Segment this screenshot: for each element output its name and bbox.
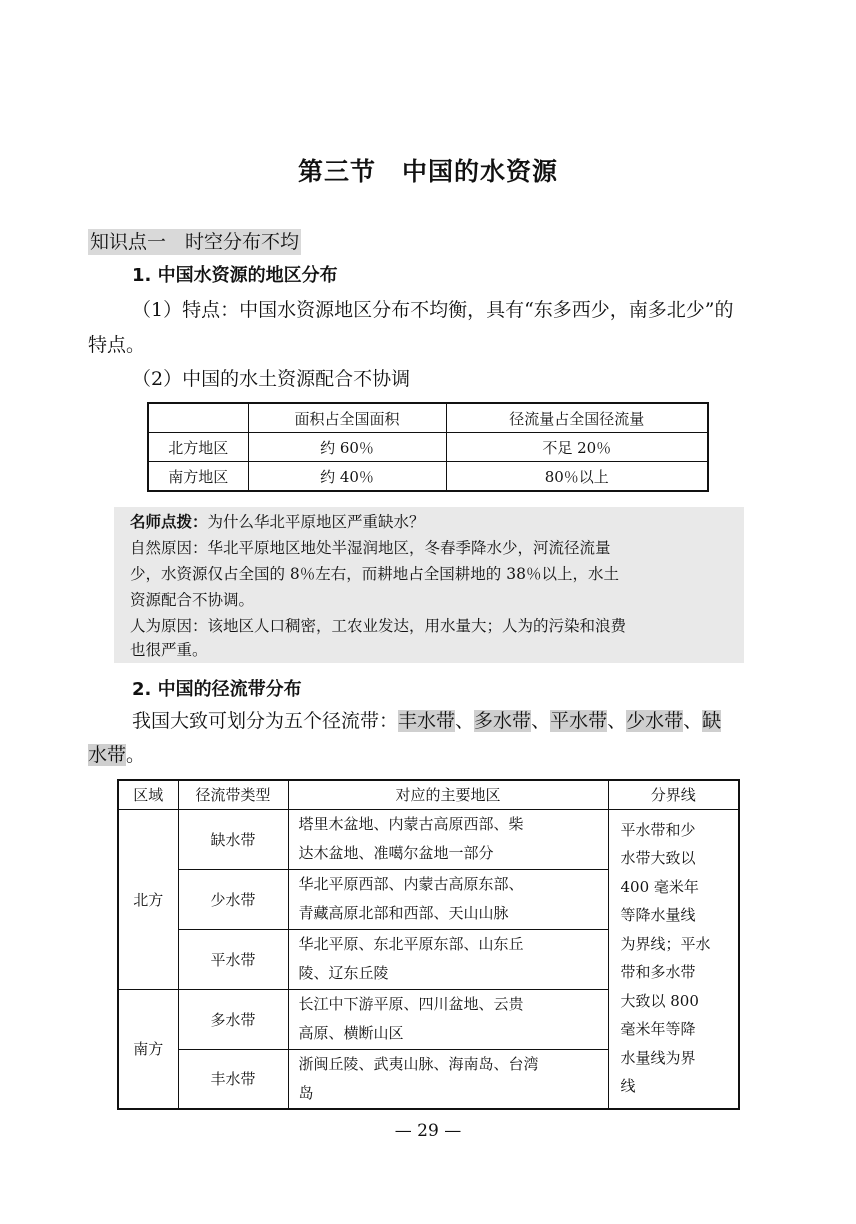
- tip-line: 也很严重。: [130, 641, 208, 659]
- belt-type-cell: 平水带: [178, 929, 288, 989]
- boundary-line: 平水带和少: [620, 820, 696, 839]
- section2-heading: 2. 中国的径流带分布: [132, 679, 302, 700]
- table-row: [148, 462, 708, 492]
- tip-label: 名师点拨：: [130, 513, 208, 531]
- region-line: 长江中下游平原、四川盆地、云贵: [298, 995, 524, 1013]
- boundary-cell: [608, 809, 739, 1109]
- belt-type-cell: 多水带: [178, 989, 288, 1049]
- region-line: 塔里木盆地、内蒙古高原西部、柴: [298, 815, 524, 833]
- table-cell: 约 40％: [248, 462, 446, 492]
- region-cell: [288, 929, 608, 989]
- separator: 、: [531, 710, 551, 732]
- intro-prefix: 我国大致可划分为五个径流带：: [132, 710, 399, 732]
- runoff-intro-line2: [88, 742, 145, 768]
- tip-question-line: [130, 509, 425, 535]
- highlight-term: 缺: [702, 710, 722, 732]
- table-header-cell: 区域: [118, 780, 178, 809]
- highlight-term: 丰水带: [398, 710, 456, 732]
- belt-type-cell: 缺水带: [178, 809, 288, 869]
- table-header-cell: 分界线: [608, 780, 739, 809]
- table-header-cell: 面积占全国面积: [248, 403, 446, 433]
- table-header-cell: 径流带类型: [178, 780, 288, 809]
- highlight-term: 少水带: [626, 710, 684, 732]
- region-cell: [288, 1049, 608, 1109]
- teacher-tip-box: [114, 507, 744, 663]
- region-line: 岛: [298, 1083, 314, 1102]
- point1-line1: （1）特点：中国水资源地区分布不均衡，具有“东多西少，南多北少”的: [132, 299, 734, 321]
- table-header-row: [148, 403, 708, 433]
- table-header-cell: 径流量占全国径流量: [446, 403, 708, 433]
- boundary-line: 带和多水带: [620, 963, 696, 981]
- intro-suffix: 。: [126, 744, 146, 766]
- table-header-row: [118, 780, 739, 809]
- separator: 、: [607, 710, 627, 732]
- tip-line: 少，水资源仅占全国的 8％左右，而耕地占全国耕地的 38％以上，水土: [130, 565, 619, 583]
- separator: 、: [683, 710, 703, 732]
- region-line: 华北平原西部、内蒙古高原东部、: [298, 875, 524, 893]
- runoff-belt-table: [117, 779, 740, 1110]
- region-line: 华北平原、东北平原东部、山东丘: [298, 935, 524, 953]
- region-cell: [288, 869, 608, 929]
- runoff-intro-line1: [132, 708, 721, 734]
- highlight-term: 平水带: [550, 710, 608, 732]
- table-cell: 不足 20％: [446, 433, 708, 462]
- boundary-line: 水量线为界: [620, 1048, 696, 1067]
- area-north-cell: 北方: [118, 809, 178, 989]
- table-row: [148, 433, 708, 462]
- region-cell: [288, 989, 608, 1049]
- table-cell: 南方地区: [148, 462, 248, 492]
- tip-line: 人为原因：该地区人口稠密，工农业发达，用水量大；人为的污染和浪费: [130, 617, 627, 635]
- land-water-table: [147, 402, 709, 492]
- table-cell: 约 60％: [248, 433, 446, 462]
- table-header-cell: [148, 403, 248, 433]
- boundary-line: 水带大致以: [620, 849, 696, 867]
- region-line: 浙闽丘陵、武夷山脉、海南岛、台湾: [298, 1054, 539, 1073]
- table-cell: 北方地区: [148, 433, 248, 462]
- boundary-line: 等降水量线: [620, 906, 696, 924]
- section1-heading: 1. 中国水资源的地区分布: [132, 265, 338, 286]
- region-line: 高原、横断山区: [298, 1024, 404, 1042]
- area-south-cell: 南方: [118, 989, 178, 1109]
- boundary-line: 大致以 800: [620, 991, 699, 1010]
- belt-type-cell: 丰水带: [178, 1049, 288, 1109]
- knowledge-point-heading: 知识点一 时空分布不均: [90, 231, 300, 253]
- highlight-term: 多水带: [474, 710, 532, 732]
- tip-line: 自然原因：华北平原地区地处半湿润地区，冬春季降水少，河流径流量: [130, 539, 611, 557]
- separator: 、: [455, 710, 475, 732]
- belt-type-cell: 少水带: [178, 869, 288, 929]
- boundary-line: 毫米年等降: [620, 1020, 696, 1038]
- highlight-term: 水带: [88, 744, 127, 766]
- table-header-cell: 对应的主要地区: [288, 780, 608, 809]
- tip-question: 为什么华北平原地区严重缺水？: [207, 513, 425, 531]
- boundary-line: 400 毫米年: [620, 877, 699, 896]
- region-line: 陵、辽东丘陵: [298, 964, 389, 982]
- point2: （2）中国的水土资源配合不协调: [132, 368, 411, 390]
- point1-line2: 特点。: [88, 334, 146, 356]
- region-cell: [288, 809, 608, 869]
- table-row: [118, 809, 739, 869]
- page-title: 第三节 中国的水资源: [297, 157, 558, 186]
- boundary-line: 线: [620, 1077, 636, 1095]
- boundary-line: 为界线；平水: [620, 934, 711, 953]
- page-number: — 29 —: [394, 1121, 462, 1141]
- tip-line: 资源配合不协调。: [130, 591, 255, 609]
- region-line: 青藏高原北部和西部、天山山脉: [298, 904, 509, 922]
- table-cell: 80％以上: [446, 462, 708, 492]
- region-line: 达木盆地、准噶尔盆地一部分: [298, 844, 494, 862]
